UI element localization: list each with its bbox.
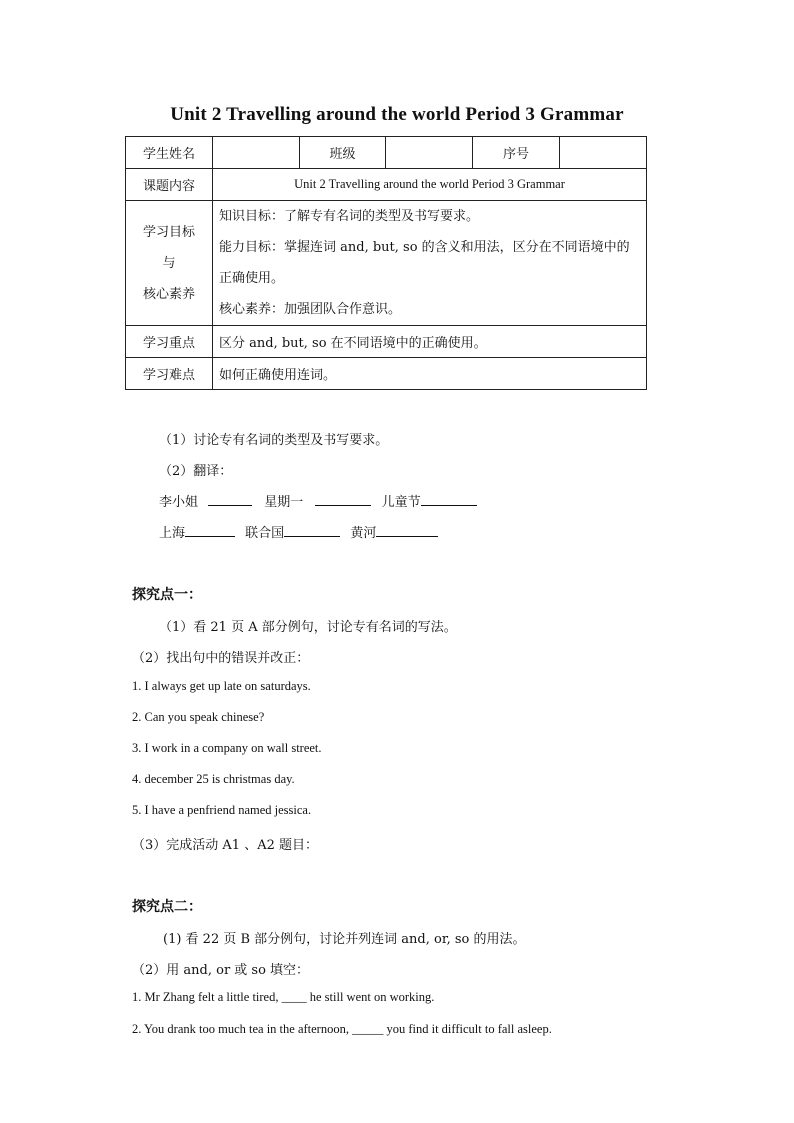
translation-term: 联合国 bbox=[245, 526, 285, 541]
topic-value: Unit 2 Travelling around the world Period 3 Grammar bbox=[213, 169, 647, 201]
section1-heading: 探究点一： bbox=[132, 587, 202, 603]
table-row-key-points bbox=[126, 326, 647, 358]
section2-item-1: (1) 看 22 页 B 部分例句，讨论并列连词 and, or, so 的用法。 bbox=[163, 932, 526, 947]
class-label: 班级 bbox=[300, 137, 386, 169]
objectives-label bbox=[126, 201, 213, 326]
table-row-difficulty bbox=[126, 358, 647, 390]
table-row-objectives bbox=[126, 201, 647, 326]
answer-blank[interactable] bbox=[284, 524, 340, 537]
student-name-label: 学生姓名 bbox=[126, 137, 213, 169]
translation-row-2 bbox=[159, 522, 438, 541]
translation-term: 上海 bbox=[159, 526, 186, 541]
objectives-value bbox=[213, 201, 647, 326]
difficulty-label: 学习难点 bbox=[126, 358, 213, 390]
translation-term: 儿童节 bbox=[381, 495, 421, 510]
answer-blank[interactable] bbox=[376, 524, 438, 537]
error-sentence: 2. Can you speak chinese? bbox=[132, 710, 265, 724]
key-points-label: 学习重点 bbox=[126, 326, 213, 358]
translation-row-1 bbox=[159, 491, 477, 510]
fill-blank-sentence: 2. You drank too much tea in the afternoon, _____ you find it difficult to fall asleep. bbox=[132, 1022, 552, 1036]
objectives-label-line: 核心素养 bbox=[142, 286, 195, 302]
ability-objective-line1: 能力目标：掌握连词 and, but, so 的含义和用法，区分在不同语境中的 bbox=[219, 240, 630, 255]
table-row-student-info bbox=[126, 137, 647, 169]
error-sentence: 1. I always get up late on saturdays. bbox=[132, 679, 311, 693]
objectives-label-line: 学习目标 bbox=[142, 224, 195, 240]
translation-term: 黄河 bbox=[350, 526, 377, 541]
ability-objective-line2: 正确使用。 bbox=[219, 271, 285, 286]
key-points-value: 区分 and, but, so 在不同语境中的正确使用。 bbox=[213, 326, 647, 358]
section1-item-1: （1）看 21 页 A 部分例句，讨论专有名词的写法。 bbox=[159, 620, 457, 635]
literacy-objective: 核心素养：加强团队合作意识。 bbox=[219, 302, 402, 317]
section1-item-2: （2）找出句中的错误并改正： bbox=[132, 651, 310, 666]
answer-blank[interactable] bbox=[315, 493, 371, 506]
answer-blank[interactable] bbox=[208, 493, 252, 506]
knowledge-objective: 知识目标：了解专有名词的类型及书写要求。 bbox=[219, 209, 480, 224]
section2-heading: 探究点二： bbox=[132, 899, 202, 915]
page-title: Unit 2 Travelling around the world Period 3 Grammar bbox=[170, 104, 624, 125]
number-field[interactable] bbox=[560, 137, 647, 169]
difficulty-value: 如何正确使用连词。 bbox=[213, 358, 647, 390]
info-table bbox=[125, 136, 647, 390]
error-sentence: 5. I have a penfriend named jessica. bbox=[132, 803, 312, 817]
answer-blank[interactable] bbox=[185, 524, 235, 537]
answer-blank[interactable] bbox=[421, 493, 477, 506]
class-field[interactable] bbox=[386, 137, 473, 169]
table-row-topic bbox=[126, 169, 647, 201]
student-name-field[interactable] bbox=[213, 137, 300, 169]
translation-term: 李小姐 bbox=[159, 495, 199, 510]
section2-item-2: （2）用 and, or 或 so 填空： bbox=[132, 963, 310, 978]
error-sentence: 4. december 25 is christmas day. bbox=[132, 772, 295, 786]
fill-blank-sentence: 1. Mr Zhang felt a little tired, ____ he still went on working. bbox=[132, 990, 435, 1004]
number-label: 序号 bbox=[473, 137, 560, 169]
preview-item-1: （1）讨论专有名词的类型及书写要求。 bbox=[159, 433, 389, 448]
topic-label: 课题内容 bbox=[126, 169, 213, 201]
objectives-label-line: 与 bbox=[162, 255, 176, 271]
translation-term: 星期一 bbox=[264, 495, 304, 510]
preview-item-2: （2）翻译： bbox=[159, 464, 233, 479]
section1-item-3: （3）完成活动 A1 、A2 题目： bbox=[132, 838, 318, 853]
error-sentence: 3. I work in a company on wall street. bbox=[132, 741, 322, 755]
